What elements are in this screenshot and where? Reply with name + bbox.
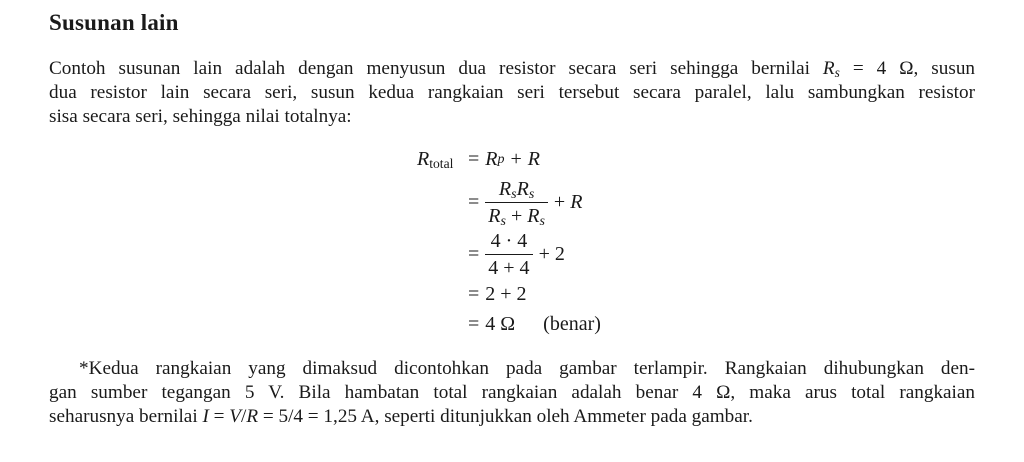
fraction-tail: + 2	[538, 243, 565, 266]
subscript-total: total	[429, 156, 454, 171]
intro-text-end: = 4 Ω, susun	[839, 58, 976, 79]
section-heading: Susunan lain	[49, 10, 179, 35]
intro-line-3: sisa secara seri, sehingga nilai totalnya:	[49, 105, 352, 127]
fraction-denominator: $R_s + R_s$	[488, 205, 545, 230]
equals-sign: =	[468, 148, 480, 170]
var-R: R	[485, 148, 498, 170]
equation-row-1: = R p + R	[468, 148, 540, 170]
var-R: R	[527, 148, 540, 170]
fraction-denominator: 4 + 4	[488, 257, 530, 280]
equation-row-3	[468, 230, 565, 279]
equals-sign: =	[468, 313, 480, 335]
intro-text: Contoh susunan lain adalah dengan menyusun dua resistor secara seri sehingga bernilai	[49, 58, 823, 79]
fraction-tail: + R	[553, 191, 583, 214]
var-V: V	[229, 405, 241, 427]
footnote-line-1: *Kedua rangkaian yang dimaksud dicontohkan pada gambar terlampir. Rangkaian dihubungkan den-	[79, 358, 975, 379]
slash: /	[241, 405, 247, 427]
fraction-numerator: 4 · 4	[490, 230, 528, 252]
intro-line-2: dua resistor lain secara seri, susun kedua rangkaian seri tersebut secara paralel, lalu sambungkan resistor	[49, 81, 975, 103]
subscript-s: s	[834, 65, 840, 80]
footnote-text-end: , seperti ditunjukkan oleh Ammeter pada gambar.	[374, 405, 753, 427]
fraction	[485, 230, 532, 279]
var-I: I	[202, 405, 209, 427]
equals-sign: =	[468, 283, 480, 305]
footnote-paragraph	[49, 357, 975, 428]
fraction	[485, 178, 548, 230]
formula-rest: = 5/4 = 1,25 A	[258, 405, 375, 427]
equals-sign: =	[468, 191, 480, 214]
var-R-total: R	[417, 148, 430, 170]
equation-row-5	[468, 313, 601, 336]
expression: 2 + 2	[485, 283, 527, 305]
expression: 4 Ω	[485, 313, 516, 335]
equation-row-2	[468, 178, 583, 230]
equation-row-4	[468, 283, 527, 306]
plus-sign: +	[510, 148, 522, 170]
footnote-line-2: gan sumber tegangan 5 V. Bila hambatan total rangkaian adalah benar 4 Ω, maka arus total rangkaian	[49, 381, 975, 403]
var-R: R	[246, 405, 259, 427]
footnote-line-3	[49, 405, 975, 429]
var-R: R	[822, 58, 835, 79]
footnote-text: seharusnya bernilai	[49, 405, 203, 427]
equals-sign: =	[468, 243, 480, 266]
fraction-numerator: $R_sR_s$	[498, 178, 535, 202]
equals-sign: =	[208, 405, 230, 427]
equation-lhs	[417, 148, 453, 171]
result-note: (benar)	[543, 313, 601, 335]
